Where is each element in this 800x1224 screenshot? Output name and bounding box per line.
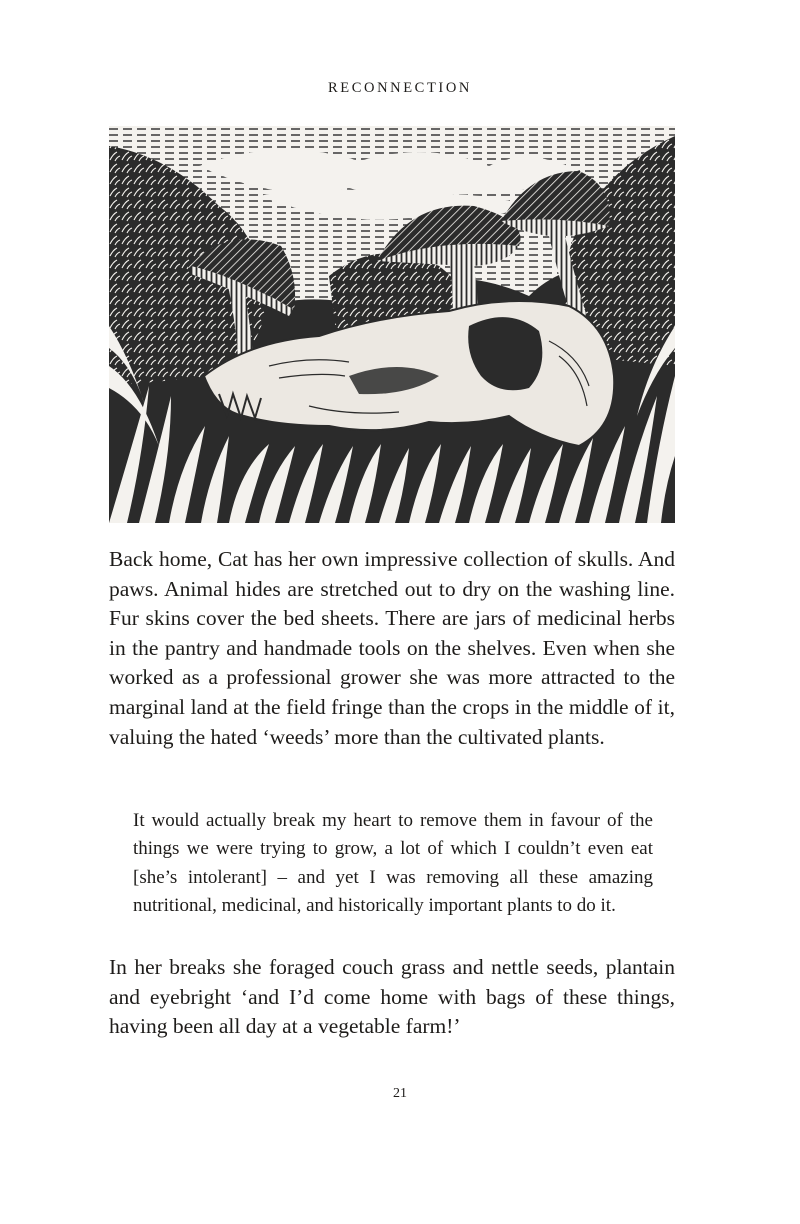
woodcut-illustration <box>109 126 675 523</box>
body-paragraph: Back home, Cat has her own impressive collection of skulls. And paws. Animal hides are stretched out to dry on the washing line. Fur skins cover the bed sheets. There are jars of medicinal herbs in the pantry and handmade tools on the shelves. Even when she worked as a professional grower she was more attracted to the marginal land at the field fringe than the crops in the middle of it, valuing the hated ‘weeds’ more than the cultivated plants. <box>109 547 675 749</box>
body-paragraph: In her breaks she foraged couch grass and nettle seeds, plantain and eyebright ‘and I’d come home with bags of these things, having been all day at a vegetable farm!’ <box>109 955 675 1039</box>
running-head: RECONNECTION <box>328 80 472 96</box>
interview-quote: It would actually break my heart to remove them in favour of the things we were trying to grow, a lot of which I couldn’t even eat [she’s intolerant] – and yet I was removing all these amazing nutritional, medicinal, and historically important plants to do it. <box>133 810 653 916</box>
page-number: 21 <box>393 1086 407 1101</box>
